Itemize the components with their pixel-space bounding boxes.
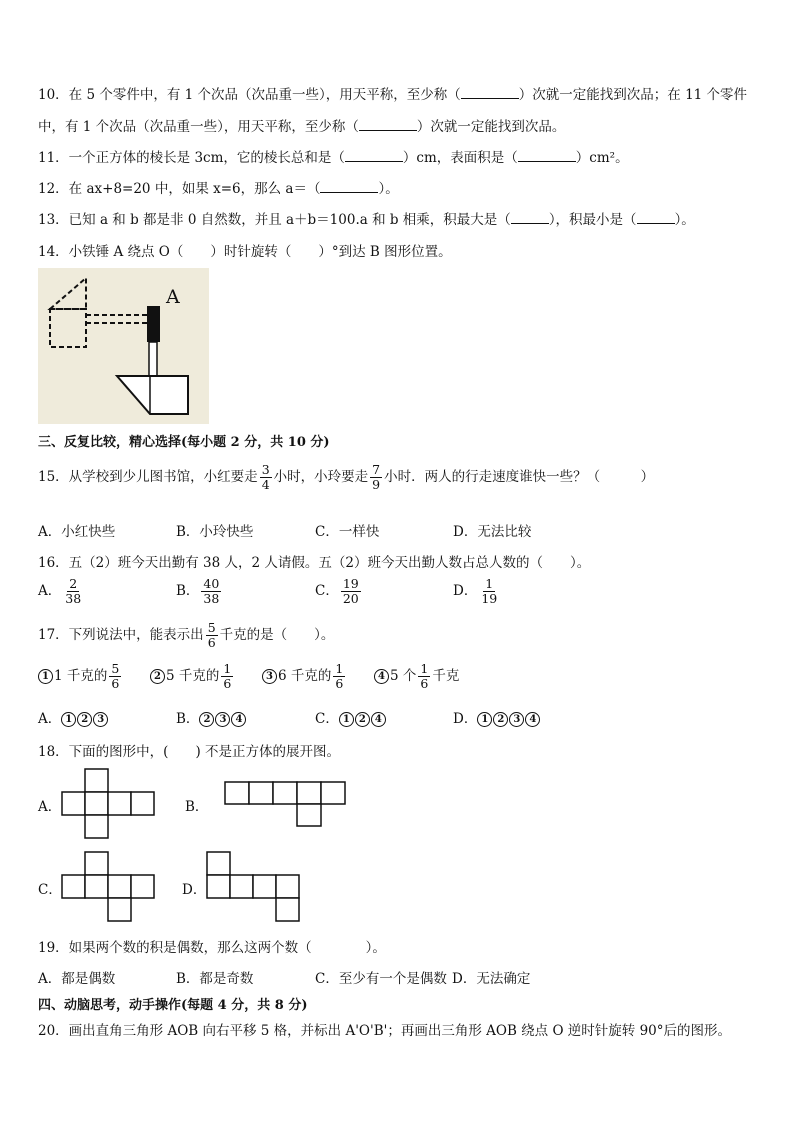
q15-line [38, 463, 654, 492]
q16-option-c[interactable]: C． $\frac{19}{20}$ [315, 576, 359, 606]
hammer-rotation-figure [38, 268, 209, 424]
q18-option-d-net[interactable] [207, 852, 317, 922]
q18-option-c-net[interactable] [62, 852, 172, 922]
hammer-base [117, 376, 188, 414]
section3-header: 三、反复比较，精心选择(每小题 2 分，共 10 分) [38, 435, 330, 450]
q14-text: 14．小铁锤 A 绕点 O（ ）时针旋转（ ）°到达 B 图形位置。 [38, 244, 452, 260]
circled-number-1: 1 [38, 669, 53, 684]
q13-text-a: 13．已知 a 和 b 都是非 0 自然数，并且 a＋b＝100.a 和 b 相乘，积最大是（ [38, 212, 511, 228]
hammer-figure-svg [38, 268, 209, 424]
q15-option-d[interactable]: D．无法比较 [453, 524, 532, 540]
q17-line [38, 621, 334, 650]
point-a-label: A [166, 286, 180, 308]
q11-text-a: 11．一个正方体的棱长是 3cm，它的棱长总和是（ [38, 150, 345, 166]
circled-number-3: 3 [262, 669, 277, 684]
q15-option-c[interactable]: C．一样快 [315, 524, 380, 540]
q13-answer-blank-2[interactable] [637, 223, 675, 224]
q16-text: 16．五（2）班今天出勤有 38 人，2 人请假。五（2）班今天出勤人数占总人数的（ ）。 [38, 555, 591, 571]
q17-statement-4: 4 5 个 $\frac{1}{6}$ 千克 [374, 662, 459, 691]
q11-answer-blank-1[interactable] [345, 161, 403, 162]
q18-option-d-label: D． [182, 882, 207, 898]
section4-header: 四、动脑思考，动手操作(每题 4 分，共 8 分) [38, 998, 308, 1013]
q17-fraction: $\frac{5}{6}$ [207, 620, 216, 650]
q17-option-a[interactable]: A． 1 2 3 [38, 707, 109, 727]
q17-text-a: 17．下列说法中，能表示出 [38, 627, 204, 643]
q17-option-b[interactable]: B． 2 3 4 [176, 707, 247, 727]
q10-line1-text-a: 10．在 5 个零件中，有 1 个次品（次品重一些），用天平称，至少称（ [38, 87, 461, 103]
dashed-hammer-outline [50, 278, 150, 347]
q18-text: 18．下面的图形中，( ) 不是正方体的展开图。 [38, 744, 341, 760]
q18-option-b-net[interactable] [225, 782, 355, 832]
q13-line [38, 208, 695, 228]
q18-option-a-net[interactable] [62, 769, 172, 839]
q11-text-b: ）cm，表面积是（ [402, 150, 518, 166]
q12-answer-blank[interactable] [320, 192, 378, 193]
q11-line [38, 146, 629, 166]
q13-answer-blank-1[interactable] [511, 223, 549, 224]
q10-line2-text-b: ）次就一定能找到次品。 [416, 119, 566, 135]
circled-number-4: 4 [374, 669, 389, 684]
q15-fraction-1: $\frac{3}{4}$ [261, 462, 270, 492]
q16-option-a[interactable]: A． $\frac{2}{38}$ [38, 576, 82, 606]
q12-text-a: 12．在 ax+8=20 中，如果 x=6，那么 a＝（ [38, 181, 321, 197]
q15-fraction-2: $\frac{7}{9}$ [372, 462, 381, 492]
q17-statement-2: 2 5 千克的 $\frac{1}{6}$ [150, 662, 235, 691]
q10-line1 [38, 83, 747, 103]
q19-text: 19．如果两个数的积是偶数，那么这两个数（ ）。 [38, 940, 386, 956]
q16-option-b-fraction: $\frac{40}{38}$ [203, 576, 220, 606]
q12-line [38, 177, 399, 197]
q16-option-d[interactable]: D． $\frac{1}{19}$ [453, 576, 498, 606]
q17-statement-1: 1 1 千克的 $\frac{5}{6}$ [38, 662, 123, 691]
q13-text-c: ）。 [674, 212, 695, 228]
q10-line2-text-a: 中，有 1 个次品（次品重一些），用天平称，至少称（ [38, 119, 359, 135]
q17-text-b: 千克的是（ ）。 [219, 627, 335, 643]
q15-text-b: 小时，小玲要走 [273, 469, 369, 485]
q10-answer-blank-1[interactable] [461, 98, 519, 99]
q18-option-a-label: A． [38, 799, 62, 815]
q20-text: 20．画出直角三角形 AOB 向右平移 5 格，并标出 A'O'B'；再画出三角形 AOB 绕点 O 逆时针旋转 90°后的图形。 [38, 1023, 732, 1039]
q15-text-c: 小时．两人的行走速度谁快一些？（ ） [384, 469, 655, 485]
q19-option-c[interactable]: C．至少有一个是偶数 [315, 971, 447, 987]
q15-text-a: 15．从学校到少儿图书馆，小红要走 [38, 469, 258, 485]
q15-option-b[interactable]: B．小玲快些 [176, 524, 254, 540]
q10-line1-text-b: ）次就一定能找到次品；在 11 个零件 [518, 87, 748, 103]
q13-text-b: ），积最小是（ [548, 212, 637, 228]
circled-number-2: 2 [150, 669, 165, 684]
q17-option-c[interactable]: C． 1 2 4 [315, 707, 387, 727]
q19-option-b[interactable]: B．都是奇数 [176, 971, 254, 987]
q16-option-b[interactable]: B． $\frac{40}{38}$ [176, 576, 220, 606]
q10-line2 [38, 115, 565, 135]
q17-option-d[interactable]: D． 1 2 3 4 [453, 707, 541, 727]
q11-text-c: ）cm²。 [575, 150, 629, 166]
q19-option-d[interactable]: D．无法确定 [452, 971, 531, 987]
q19-option-a[interactable]: A．都是偶数 [38, 971, 116, 987]
q12-text-b: ）。 [378, 181, 399, 197]
q17-statement-3: 3 6 千克的 $\frac{1}{6}$ [262, 662, 347, 691]
q16-option-c-fraction: $\frac{19}{20}$ [342, 576, 359, 606]
q16-option-d-fraction: $\frac{1}{19}$ [481, 576, 498, 606]
q18-option-c-label: C． [38, 882, 62, 898]
q18-option-b-label: B． [185, 799, 209, 815]
q10-answer-blank-2[interactable] [359, 130, 417, 131]
q11-answer-blank-2[interactable] [518, 161, 576, 162]
q15-option-a[interactable]: A．小红快些 [38, 524, 116, 540]
hammer-head [147, 306, 160, 342]
q16-option-a-fraction: $\frac{2}{38}$ [65, 576, 82, 606]
